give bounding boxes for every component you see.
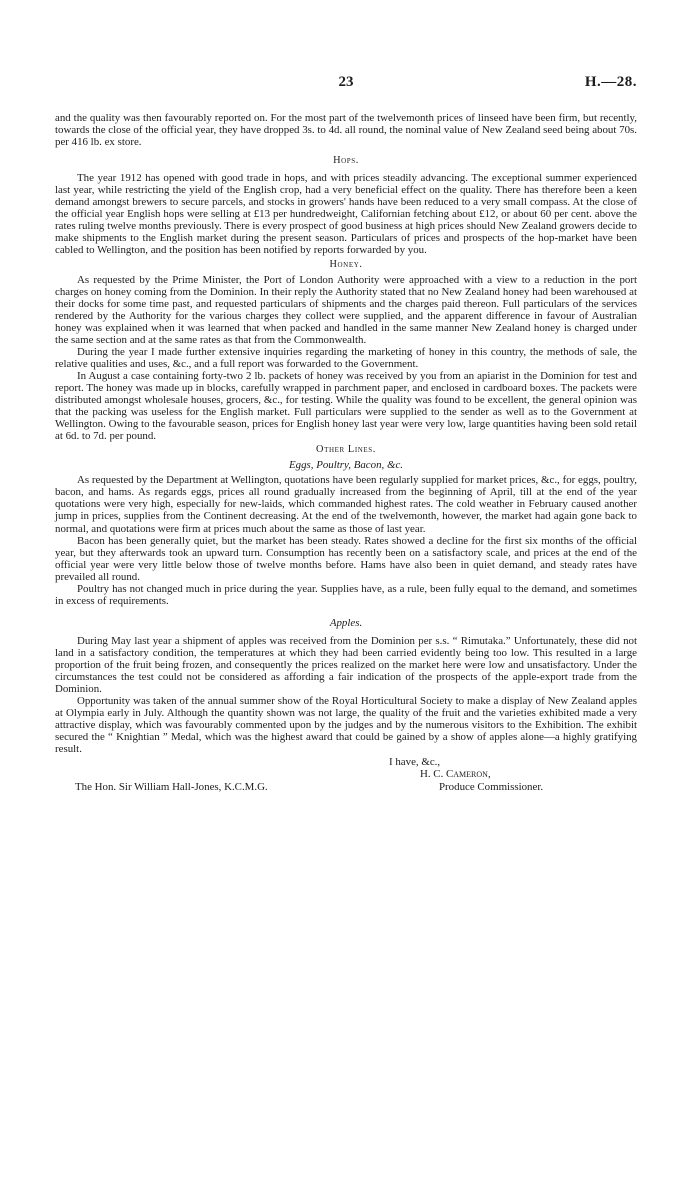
subheading-apples: Apples. xyxy=(329,616,363,629)
document-reference: H.—28. xyxy=(584,74,637,90)
section-heading-honey: Honey. xyxy=(329,258,363,270)
signature-title: Produce Commissioner. xyxy=(439,781,544,794)
addressee: The Hon. Sir William Hall-Jones, K.C.M.G. xyxy=(75,781,268,794)
subheading-eggs-poultry-bacon: Eggs, Poultry, Bacon, &c. xyxy=(288,459,404,472)
paragraph-linseed: and the quality was then favourably reported on. For the most part of the twelvemonth prices of linseed have been firm, but recently, towards the close of the official year, they have dropped 3s. to 4d. all round, the nominal value of New Zealand seed being about 70s. per 416 lb. ex store. xyxy=(55,112,637,149)
section-heading-hops: Hops. xyxy=(333,155,359,167)
signature-closing: I have, &c., xyxy=(389,756,441,769)
signature-name: H. C. Cameron, xyxy=(420,768,491,781)
signature-block xyxy=(55,756,637,814)
paragraph-bacon: Bacon has been generally quiet, but the market has been steady. Rates showed a decline for the first six months of the official year, but they afterwards took an upward turn. Consumption has recently been on a satisfactory scale, and prices at the end of the official year were very little below those of twelve months before. Hams have also been in quiet demand, and steady rates have prevailed all round. xyxy=(55,534,637,583)
document-page xyxy=(55,74,637,814)
paragraph-eggs: As requested by the Department at Wellington, quotations have been regularly supplied for market prices, &c., for eggs, poultry, bacon, and hams. As regards eggs, prices all round gradually increased from the beginning of April, till at the end of the year quotations were very high, especially for new-laids, which commanded highest rates. The cold weather in February caused another jump in prices, supplies from the Continent decreasing. At the end of the twelvemonth, however, the market had again gone back to normal, and quotations were firm at prices much about the same as those of last year. xyxy=(55,474,637,535)
paragraph-apples-2: Opportunity was taken of the annual summer show of the Royal Horticultural Society to make a display of New Zealand apples at Olympia early in July. Although the quantity shown was not large, the quality of the fruit and the varieties exhibited made a very attractive display, which was favourably commented upon by the judges and by the numerous visitors to the Exhibition. The exhibit secured the “ Knightian ” Medal, which was the highest award that could be gained by a show of apples alone—a highly gratifying result. xyxy=(55,695,637,756)
page-header xyxy=(55,74,637,100)
paragraph-honey-1: As requested by the Prime Minister, the Port of London Authority were approached with a view to a reduction in the port charges on honey coming from the Dominion. In their reply the Authority stated that no New Zealand honey had been warehoused at their docks for some time past, and requested particulars of shipments and the charges paid thereon. Full particulars of the services rendered by the Authority for the various charges they collect were supplied, and the apparent difference in favour of Australian honey was explained when it was learned that when packed and handled in the same manner New Zealand honey is charged under the same section and at the same rates as that from the Commonwealth. xyxy=(55,273,637,346)
paragraph-apples-1: During May last year a shipment of apples was received from the Dominion per s.s. “ Rimutaka.” Unfortunately, these did not land in a satisfactory condition, the temperatures at which they had been carried evidently being too low. This resulted in a large proportion of the fruit being frozen, and consequently the prices realized on the market here were low and unsatisfactory. Under the circumstances the test could not be considered as affording a fair indication of the prospects of the apple-export trade from the Dominion. xyxy=(55,634,637,696)
page-number: 23 xyxy=(338,74,354,90)
paragraph-hops: The year 1912 has opened with good trade in hops, and with prices steadily advancing. The exceptional summer experienced last year, while restricting the yield of the English crop, had a very beneficial effect on the quality. There has therefore been a keen demand amongst brewers to secure parcels, and stocks in growers' hands have been reduced to a very small compass. At the close of the official year English hops were selling at £13 per hundredweight, Californian fetching about £12, or about 60 per cent. above the rates ruling twelve months previously. There is every prospect of good business at high prices should New Zealand growers decide to make shipments to the English market during the present season. Particulars of prices and prospects of the hop-market have been cabled to Wellington, and the position has been notified by reports forwarded by you. xyxy=(55,172,637,257)
document-body xyxy=(55,112,637,814)
paragraph-honey-3: In August a case containing forty-two 2 lb. packets of honey was received by you from an apiarist in the Dominion for test and report. The honey was made up in blocks, carefully wrapped in parchment paper, and enclosed in cardboard boxes. The packets were distributed amongst wholesale houses, grocers, &c., for testing. While the quality was found to be excellent, the general opinion was that the packing was useless for the English market. Full particulars were supplied to the sender as well as to the Government at Wellington. Owing to the favourable season, prices for English honey last year were very low, large quantities having been sold retail at 6d. to 7d. per pound. xyxy=(55,369,637,443)
section-heading-other-lines: Other Lines. xyxy=(316,444,376,456)
paragraph-honey-2: During the year I made further extensive inquiries regarding the marketing of honey in this country, the methods of sale, the relative qualities and uses, &c., and a full report was forwarded to the Government. xyxy=(55,345,637,370)
paragraph-poultry: Poultry has not changed much in price during the year. Supplies have, as a rule, been fully equal to the demand, and sometimes in excess of requirements. xyxy=(55,582,637,607)
